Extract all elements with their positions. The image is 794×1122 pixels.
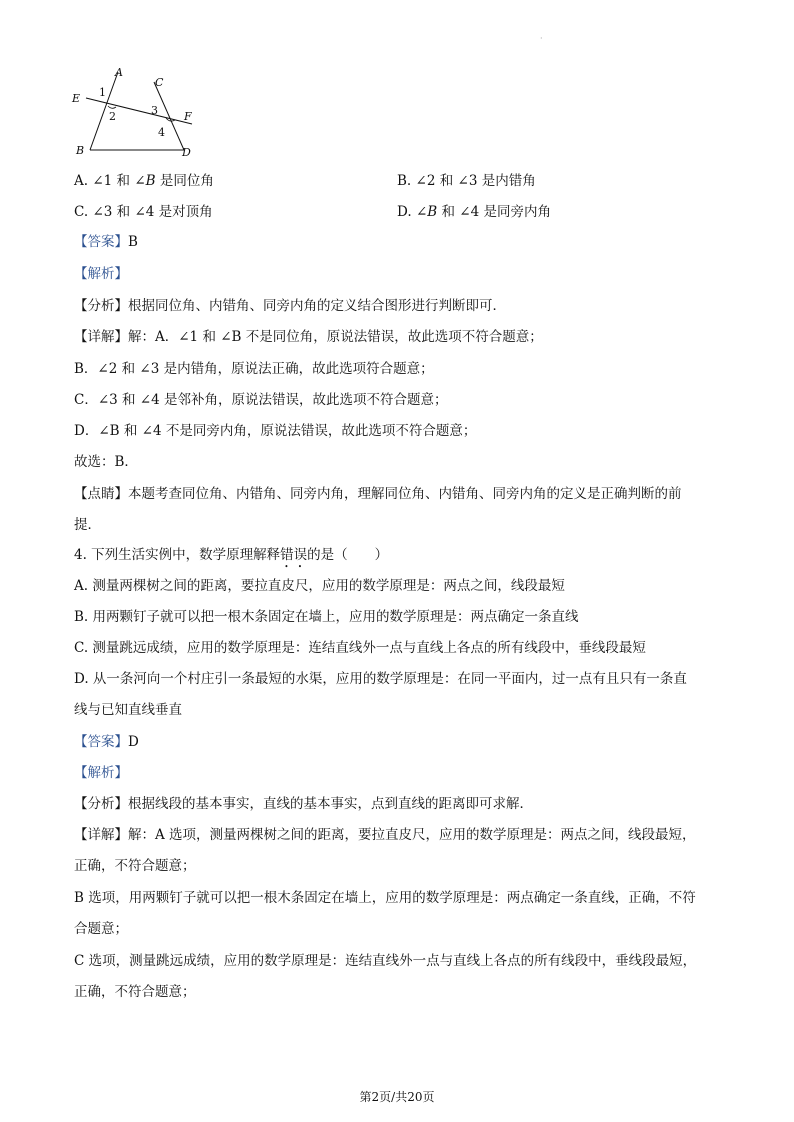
q3-option-d: D. ∠B 和 ∠4 是同旁内角: [397, 204, 551, 220]
label-2: 2: [109, 110, 116, 123]
label-4: 4: [158, 126, 165, 139]
q3-dianjing-2: 提．: [74, 517, 101, 533]
q4-answer: 【答案】D: [74, 734, 139, 750]
line-ef: [86, 98, 192, 124]
label-f: F: [184, 110, 192, 123]
angle-arc-2: [108, 106, 116, 108]
label-a: A: [115, 66, 123, 79]
q3-fenxi: 【分析】根据同位角、内错角、同旁内角的定义结合图形进行判断即可．: [74, 298, 506, 314]
label-d: D: [182, 146, 191, 159]
label-c: C: [155, 76, 164, 89]
q4-xiangjie-3: B 选项，用两颗钉子就可以把一根木条固定在墙上，应用的数学原理是：两点确定一条直线，正确，不符: [74, 890, 696, 906]
q3-dianjing-1: 【点睛】本题考查同位角、内错角、同旁内角，理解同位角、内错角、同旁内角的定义是正确判断的前: [74, 486, 682, 502]
q4-analysis-tag: 【解析】: [74, 765, 128, 781]
q4-option-b: B. 用两颗钉子就可以把一根木条固定在墙上，应用的数学原理是：两点确定一条直线: [74, 609, 579, 625]
q4-option-c: C. 测量跳远成绩，应用的数学原理是：连结直线外一点与直线上各点的所有线段中，垂线段最短: [74, 640, 646, 656]
q3-line-d: D．∠B 和 ∠4 不是同旁内角，原说法错误，故此选项不符合题意；: [74, 423, 477, 439]
q3-option-a: A. ∠1 和 ∠B 是同位角: [74, 173, 214, 189]
q3-option-b: B. ∠2 和 ∠3 是内错角: [397, 173, 536, 189]
q3-analysis-tag: 【解析】: [74, 266, 128, 282]
page-footer: 第2页/共20页: [359, 1090, 435, 1104]
q4-xiangjie-2: 正确，不符合题意；: [74, 858, 196, 874]
q4-xiangjie-1: 【详解】解：A 选项，测量两棵树之间的距离，要拉直皮尺，应用的数学原理是：两点之间，线段最短，: [74, 827, 696, 843]
q3-answer: 【答案】B: [74, 234, 138, 250]
q4-option-d-2: 线与已知直线垂直: [74, 702, 182, 718]
label-1: 1: [99, 86, 106, 99]
q3-conclusion: 故选：B．: [74, 454, 138, 470]
label-e: E: [72, 92, 81, 105]
q4-option-d-1: D. 从一条河向一个村庄引一条最短的水渠，应用的数学原理是：在同一平面内，过一点有且只有一条直: [74, 671, 687, 687]
q4-stem: 4. 下列生活实例中，数学原理解释错误的是（ ）: [74, 547, 389, 563]
q3-line-c: C．∠3 和 ∠4 是邻补角，原说法错误，故此选项不符合题意；: [74, 392, 448, 408]
q3-option-c: C. ∠3 和 ∠4 是对顶角: [74, 204, 213, 220]
geometry-figure: [66, 62, 206, 162]
q3-xiangjie-1: 【详解】解：A．∠1 和 ∠B 不是同位角，原说法错误，故此选项不符合题意；: [74, 329, 543, 345]
q4-xiangjie-5: C 选项，测量跳远成绩，应用的数学原理是：连结直线外一点与直线上各点的所有线段中，垂线段最短，: [74, 953, 697, 969]
q4-xiangjie-6: 正确，不符合题意；: [74, 984, 196, 1000]
q4-xiangjie-4: 合题意；: [74, 921, 128, 937]
label-3: 3: [151, 104, 158, 117]
q4-fenxi: 【分析】根据线段的基本事实，直线的基本事实，点到直线的距离即可求解．: [74, 796, 533, 812]
corner-mark: ·: [540, 34, 543, 43]
q4-option-a: A. 测量两棵树之间的距离，要拉直皮尺，应用的数学原理是：两点之间，线段最短: [74, 578, 565, 594]
q3-line-b: B．∠2 和 ∠3 是内错角，原说法正确，故此选项符合题意；: [74, 361, 434, 377]
label-b: B: [76, 144, 85, 157]
